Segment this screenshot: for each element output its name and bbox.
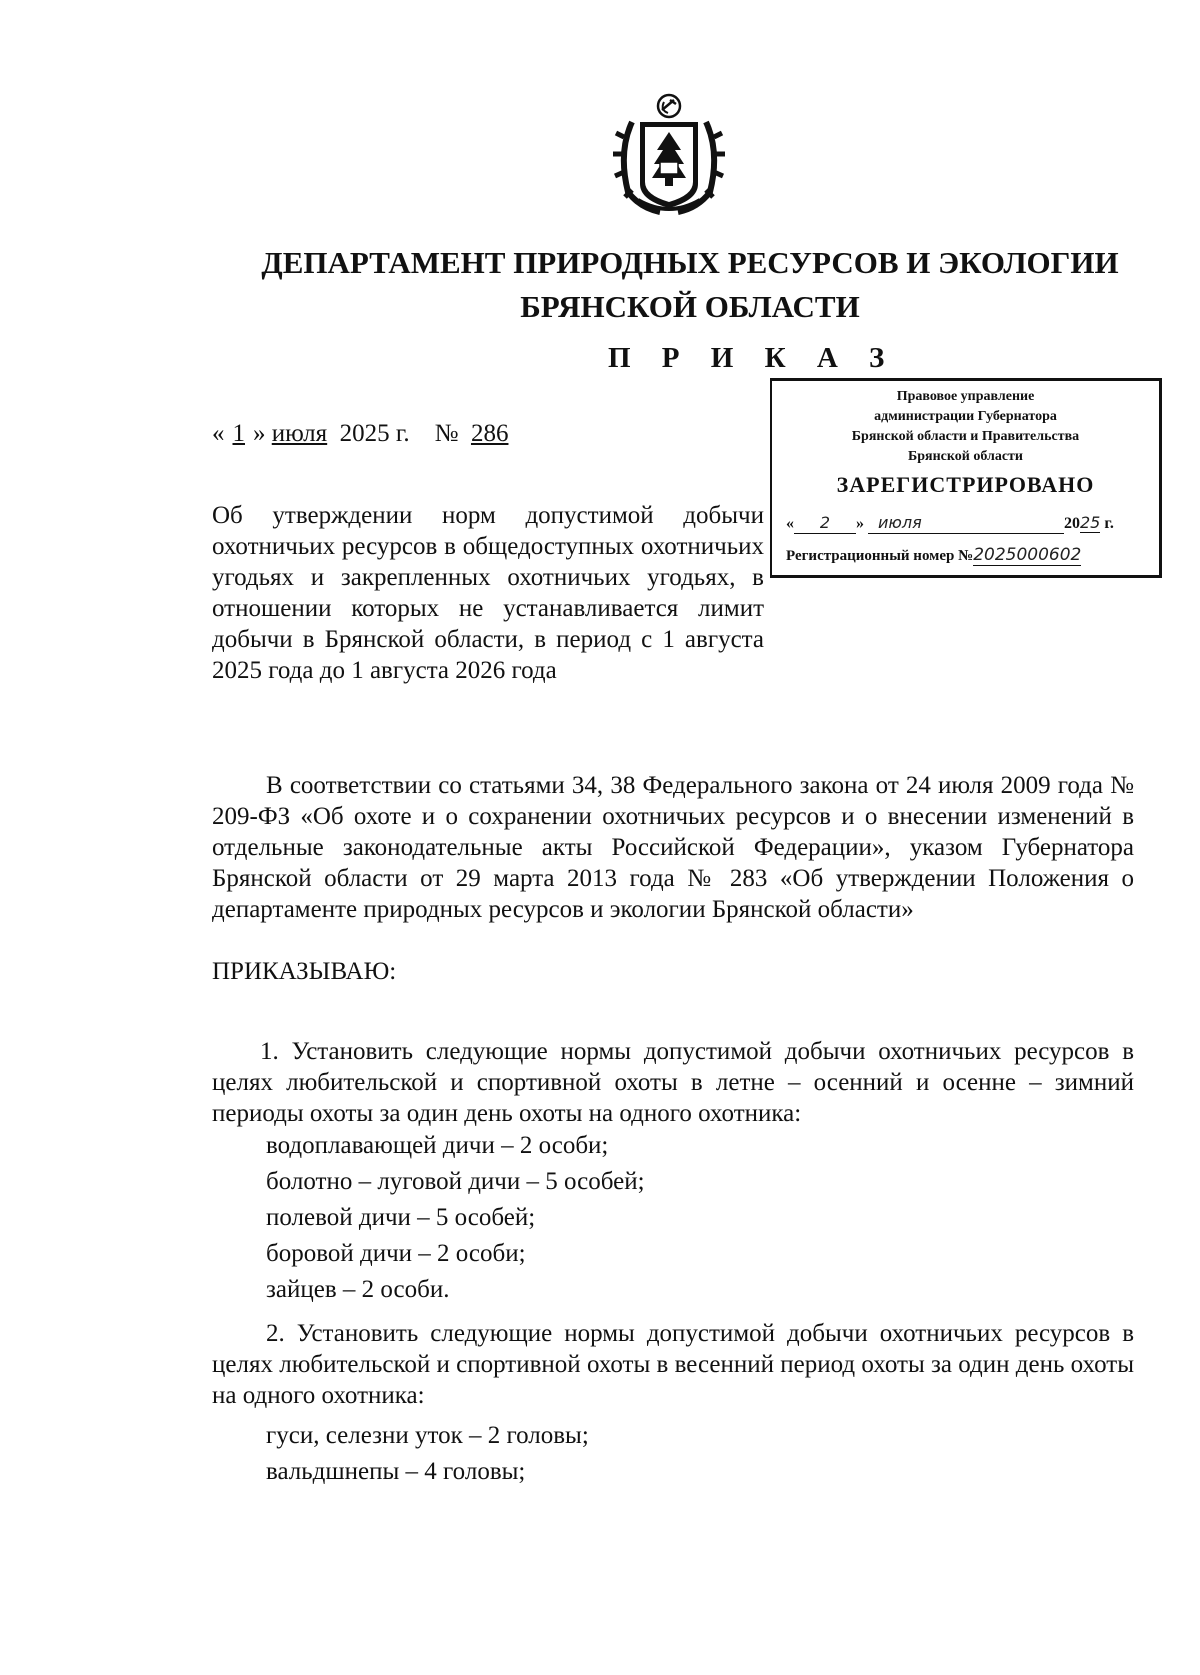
- department-name-line2: БРЯНСКОЙ ОБЛАСТИ: [520, 289, 860, 324]
- quote-mark: «: [786, 515, 794, 532]
- coat-of-arms-emblem: [610, 92, 728, 216]
- registration-stamp: [770, 378, 1162, 578]
- order-directive-word: ПРИКАЗЫВАЮ:: [212, 958, 397, 985]
- stamp-regnum-label: Регистрационный номер №: [786, 548, 974, 564]
- stamp-year-suffix: 25: [1080, 513, 1101, 532]
- stamp-line: Брянской области и Правительства: [851, 429, 1080, 444]
- stamp-date: [786, 513, 1156, 539]
- order-year: 2025 г.: [339, 420, 410, 447]
- list-item: болотно – луговой дичи – 5 особей;: [266, 1168, 645, 1195]
- stamp-line: Брянской области: [907, 449, 1023, 464]
- item-2-paragraph: 2. Установить следующие нормы допустимой добычи охотничьих ресурсов в целях любительской и спортивной охоты в весенний период охоты за один день охоты на одного охотника:: [212, 1320, 1134, 1409]
- order-subject: Об утверждении норм допустимой добычи охотничьих ресурсов в общедоступных охотничьих угодьях и закрепленных охотничьих угодьях, в отношении которых не устанавливается лимит добычи в Брянской области, в период с 1 августа 2025 года до 1 августа 2026 года: [212, 502, 764, 684]
- stamp-year-unit: г.: [1104, 515, 1114, 532]
- list-item: гуси, селезни уток – 2 головы;: [266, 1422, 589, 1449]
- list-item: водоплавающей дичи – 2 особи;: [266, 1132, 609, 1159]
- item-1-paragraph: 1. Установить следующие нормы допустимой добычи охотничьих ресурсов в целях любительской и спортивной охоты в летне – осенний и осенне – зимний периоды охоты за один день охоты на одного охотника:: [212, 1038, 1134, 1127]
- stamp-year-prefix: 20: [1064, 515, 1080, 532]
- stamp-registered-label: ЗАРЕГИСТРИРОВАНО: [836, 472, 1095, 497]
- stamp-line: администрации Губернатора: [874, 409, 1057, 424]
- stamp-registration-number: [786, 545, 1156, 571]
- order-month: июля: [271, 420, 328, 447]
- stamp-date-day: 2: [794, 513, 856, 534]
- list-item: вальдшнепы – 4 головы;: [266, 1458, 526, 1485]
- order-day: 1: [232, 420, 245, 447]
- document-type-title: П Р И К А З: [608, 342, 897, 374]
- stamp-date-month: июля: [868, 513, 1064, 534]
- quote-mark: »: [856, 515, 864, 532]
- preamble-paragraph: В соответствии со статьями 34, 38 Федерального закона от 24 июля 2009 года № 209-ФЗ «Об охоте и о сохранении охотничьих ресурсов и о внесении изменений в отдельные законодательные акты Российской Федерации», указом Губернатора Брянской области от 29 марта 2013 года № 283 «Об утверждении Положения о департаменте природных ресурсов и экологии Брянской области»: [212, 772, 1134, 923]
- department-name-line1: ДЕПАРТАМЕНТ ПРИРОДНЫХ РЕСУРСОВ И ЭКОЛОГИИ: [261, 245, 1119, 280]
- list-item: зайцев – 2 особи.: [266, 1276, 450, 1303]
- stamp-regnum-value: 2025000602: [973, 545, 1082, 565]
- order-number: 286: [470, 420, 509, 447]
- stamp-line: Правовое управление: [896, 389, 1035, 404]
- order-number-sign: №: [434, 420, 459, 447]
- order-date-number: « 1 » июля 2025 г. № 286: [212, 420, 509, 447]
- list-item: полевой дичи – 5 особей;: [266, 1204, 536, 1231]
- list-item: боровой дичи – 2 особи;: [266, 1240, 526, 1267]
